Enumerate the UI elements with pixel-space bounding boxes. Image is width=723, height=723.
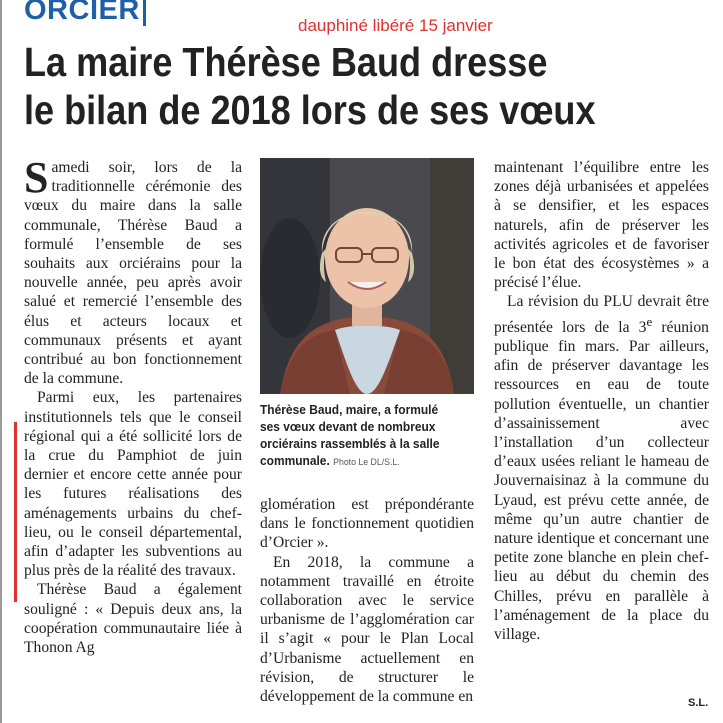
headline-line-2: le bilan de 2018 lors de ses vœux xyxy=(24,87,596,133)
article-column-1 xyxy=(24,153,242,657)
portrait-illustration xyxy=(260,158,474,394)
ordinal-suffix: e xyxy=(646,313,653,329)
handwritten-source-annotation: dauphiné libéré 15 janvier xyxy=(298,16,493,35)
paragraph-5-text-b: réunion publique fin mars. Par ailleurs, afin de préserver davantage les ressources en eau de toute pollution éventuelle, un chantier d’assainissement avec l’installation d’un collecteur d’eaux usées reliant le hameau de Jouvernaisinaz à la commune du Lyaud, est prévu cette année, de même qu’un autre chantier de nature identique et concernant une petite zone blanche en plein chef-lieu au début du chemin des Chilles, prévu en parallèle à l’aménagement de la place du village. xyxy=(494,318,709,644)
headline-line-1: La maire Thérèse Baud dresse xyxy=(24,39,548,85)
article-column-2 xyxy=(260,495,474,706)
rubric-divider xyxy=(143,0,146,26)
paragraph-3: Thérèse Baud a également souligné : « Depuis deux ans, la coopération communautaire liée à Thonon Ag xyxy=(24,581,242,657)
photo-caption xyxy=(260,401,457,471)
photo-credit: Photo Le DL/S.L. xyxy=(333,457,400,468)
drop-cap: S xyxy=(24,153,49,202)
mayor-portrait-photo xyxy=(260,158,474,394)
caption-text: Thérèse Baud, maire, a formulé ses vœux devant de nombreux orciérains rassemblés à la salle communale. xyxy=(260,402,440,468)
paragraph-4-continued: maintenant l’équilibre entre les zones déjà urbanisées et appelées à se densifier, et les espaces naturels, afin de préserver les activités agricoles et de favoriser le bon état des écosystèmes » a précisé l’élue. xyxy=(494,159,709,292)
author-signature: S.L. xyxy=(688,697,709,709)
paragraph-4: En 2018, la commune a notamment travaillé en étroite collaboration avec le service urbanisme de l’agglomération car il s’agit « pour le Plan Local d’Urbanisme actuellement en révision, de structurer le développement de la commune en xyxy=(260,553,474,706)
paragraph-5-text-a: La révision du PLU devrait être présentée lors de la 3 xyxy=(494,293,709,336)
paragraph-1 xyxy=(24,153,242,388)
paragraph-5 xyxy=(494,292,709,644)
paragraph-1-text: amedi soir, lors de la traditionnelle cérémonie des vœux du maire dans la salle communale, Thérèse Baud a formulé l’ensemble de ses souhaits aux orciérains pour la nouvelle année, peu après avoir salué et remercié l’ensemble des élus et acteurs locaux et communaux présents et ayant contribué au bon fonctionnement de la commune. xyxy=(24,159,242,388)
article-headline xyxy=(24,38,631,134)
paragraph-2: Parmi eux, les partenaires institutionnels tels que le conseil régional qui a été sollicité lors de la crue du Pamphiot de juin dernier et encore cette année pour les futures réalisations des aménagements urbains du chef-lieu, ou le conseil départemental, afin d’adapter les subventions au plus près de la réalité des travaux. xyxy=(24,389,242,580)
paragraph-3-continued: glomération est prépondérante dans le fonctionnement quotidien d’Orcier ». xyxy=(260,496,474,552)
handwritten-margin-mark xyxy=(14,422,17,602)
section-rubric: ORCIER xyxy=(24,0,140,26)
article-column-3 xyxy=(494,158,709,644)
